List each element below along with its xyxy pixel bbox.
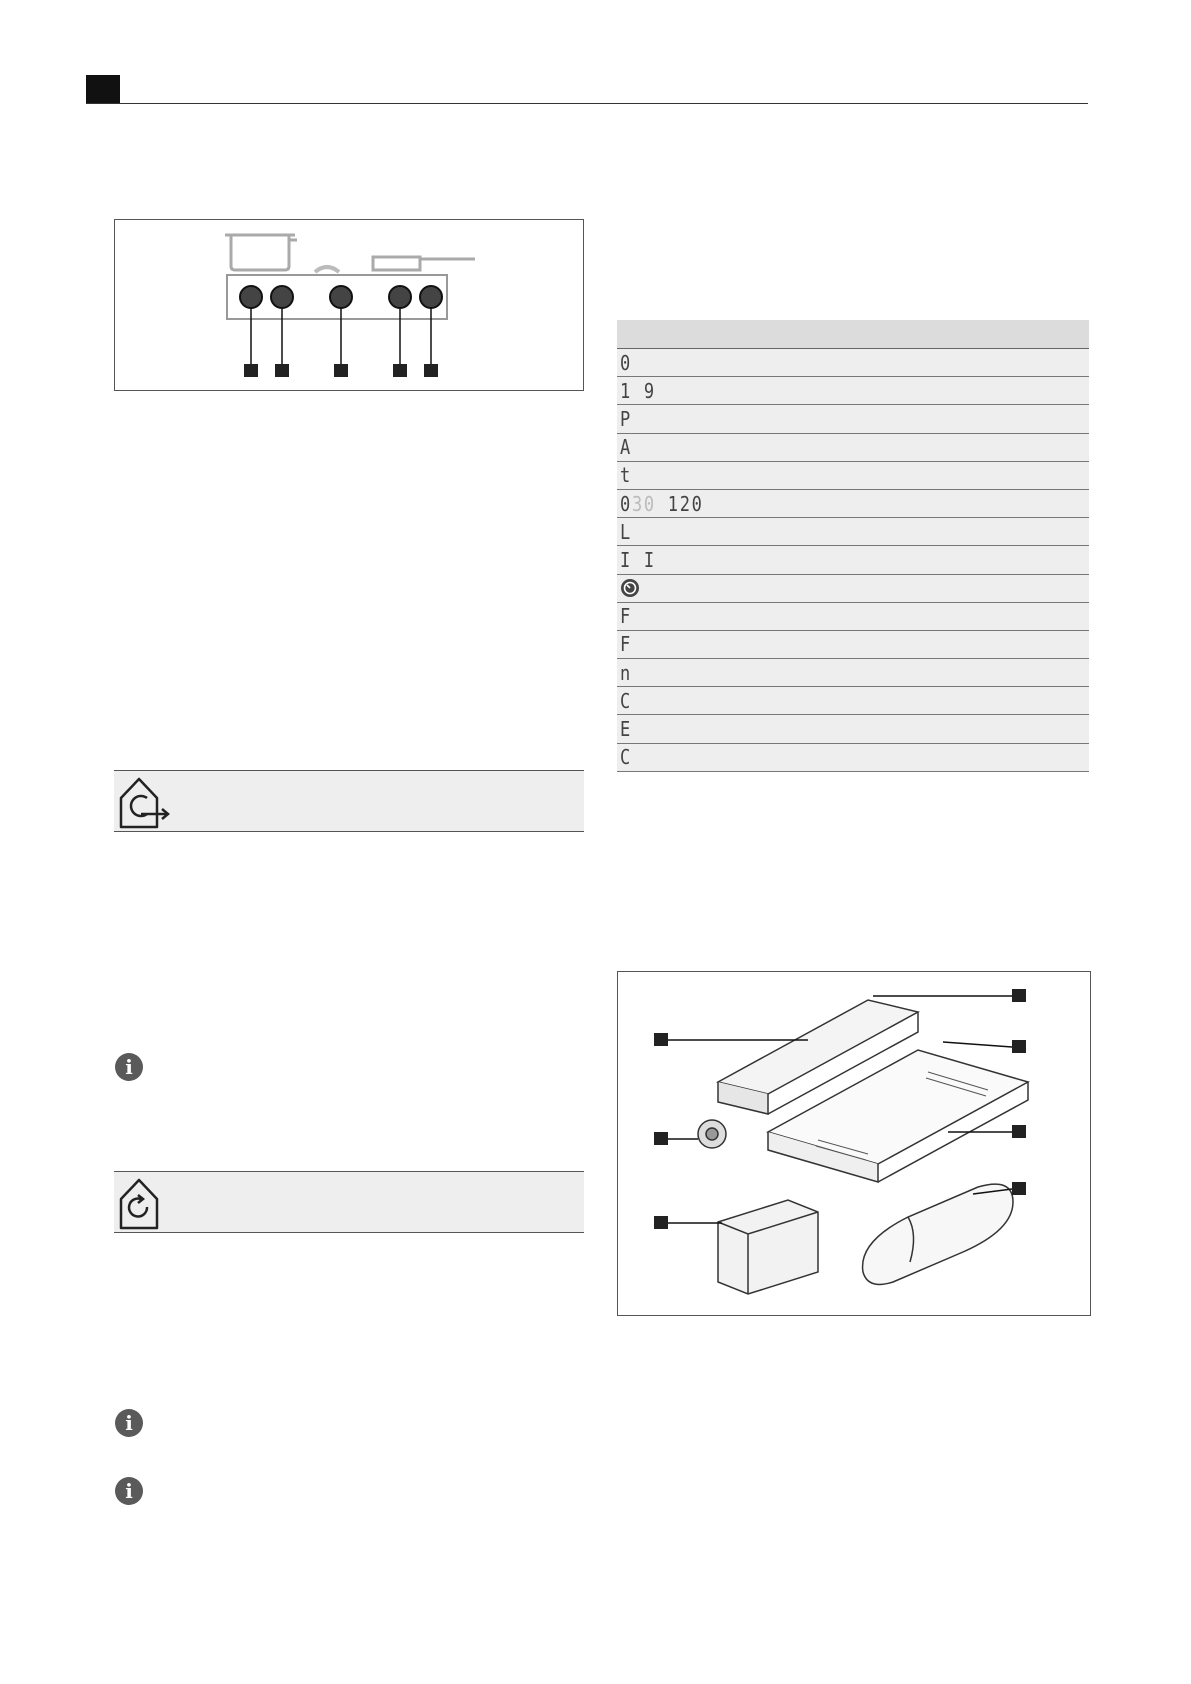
parts-drawing — [618, 972, 1090, 1315]
table-row — [617, 744, 1089, 772]
display-symbol: 1 9 — [620, 378, 656, 403]
display-symbol: C — [620, 745, 632, 770]
display-symbol: L — [620, 519, 632, 544]
cooktop-controls-diagram — [114, 219, 584, 391]
header-rule — [86, 103, 1088, 104]
flat-duct — [863, 1184, 1013, 1284]
home-connect-callout — [114, 1171, 584, 1233]
extractor-parts-diagram — [617, 971, 1091, 1316]
display-symbol-dim: 30 — [631, 491, 656, 516]
pot-icon — [225, 235, 297, 270]
display-symbol: t — [620, 463, 632, 488]
table-header — [617, 320, 1089, 349]
knob-3 — [330, 286, 352, 377]
display-symbol-rest: 120 — [655, 491, 704, 516]
knob-4 — [389, 286, 411, 377]
cooktop-drawing — [115, 220, 583, 390]
display-symbol: n — [620, 660, 632, 685]
display-symbol: 0 — [620, 350, 632, 375]
display-symbol: I I — [620, 547, 656, 572]
table-row — [617, 490, 1089, 518]
display-symbol: F — [620, 604, 632, 629]
home-connect-arrow-icon — [117, 774, 173, 835]
page-number-block — [86, 75, 120, 103]
table-row — [617, 546, 1089, 574]
table-row — [617, 715, 1089, 743]
info-icon: i — [115, 1409, 143, 1437]
table-row — [617, 659, 1089, 687]
filter-box — [718, 1200, 818, 1294]
table-row — [617, 462, 1089, 490]
table-row — [617, 631, 1089, 659]
table-row — [617, 518, 1089, 546]
info-icon: i — [115, 1053, 143, 1081]
display-symbol: C — [620, 688, 632, 713]
home-connect-refresh-icon — [117, 1175, 165, 1236]
table-row — [617, 687, 1089, 715]
display-symbol: E — [620, 717, 632, 742]
display-symbol: A — [620, 435, 632, 460]
knob-5 — [420, 286, 442, 377]
table-row — [617, 434, 1089, 462]
display-symbol-part: 0 — [620, 491, 632, 516]
center-knob-top — [315, 267, 339, 272]
display-symbols-table — [617, 320, 1089, 772]
pan-icon — [373, 257, 475, 270]
knob-row — [240, 286, 442, 377]
table-row — [617, 349, 1089, 377]
home-connect-callout — [114, 770, 584, 832]
table-row — [617, 405, 1089, 433]
display-symbol: P — [620, 406, 632, 431]
info-icon: i — [115, 1477, 143, 1505]
knob-1 — [240, 286, 262, 377]
table-row — [617, 377, 1089, 405]
display-symbol: F — [620, 632, 632, 657]
table-row — [617, 603, 1089, 631]
table-row — [617, 575, 1089, 603]
knob-2 — [271, 286, 293, 377]
display-symbol — [620, 491, 704, 516]
timer-icon — [620, 578, 640, 598]
